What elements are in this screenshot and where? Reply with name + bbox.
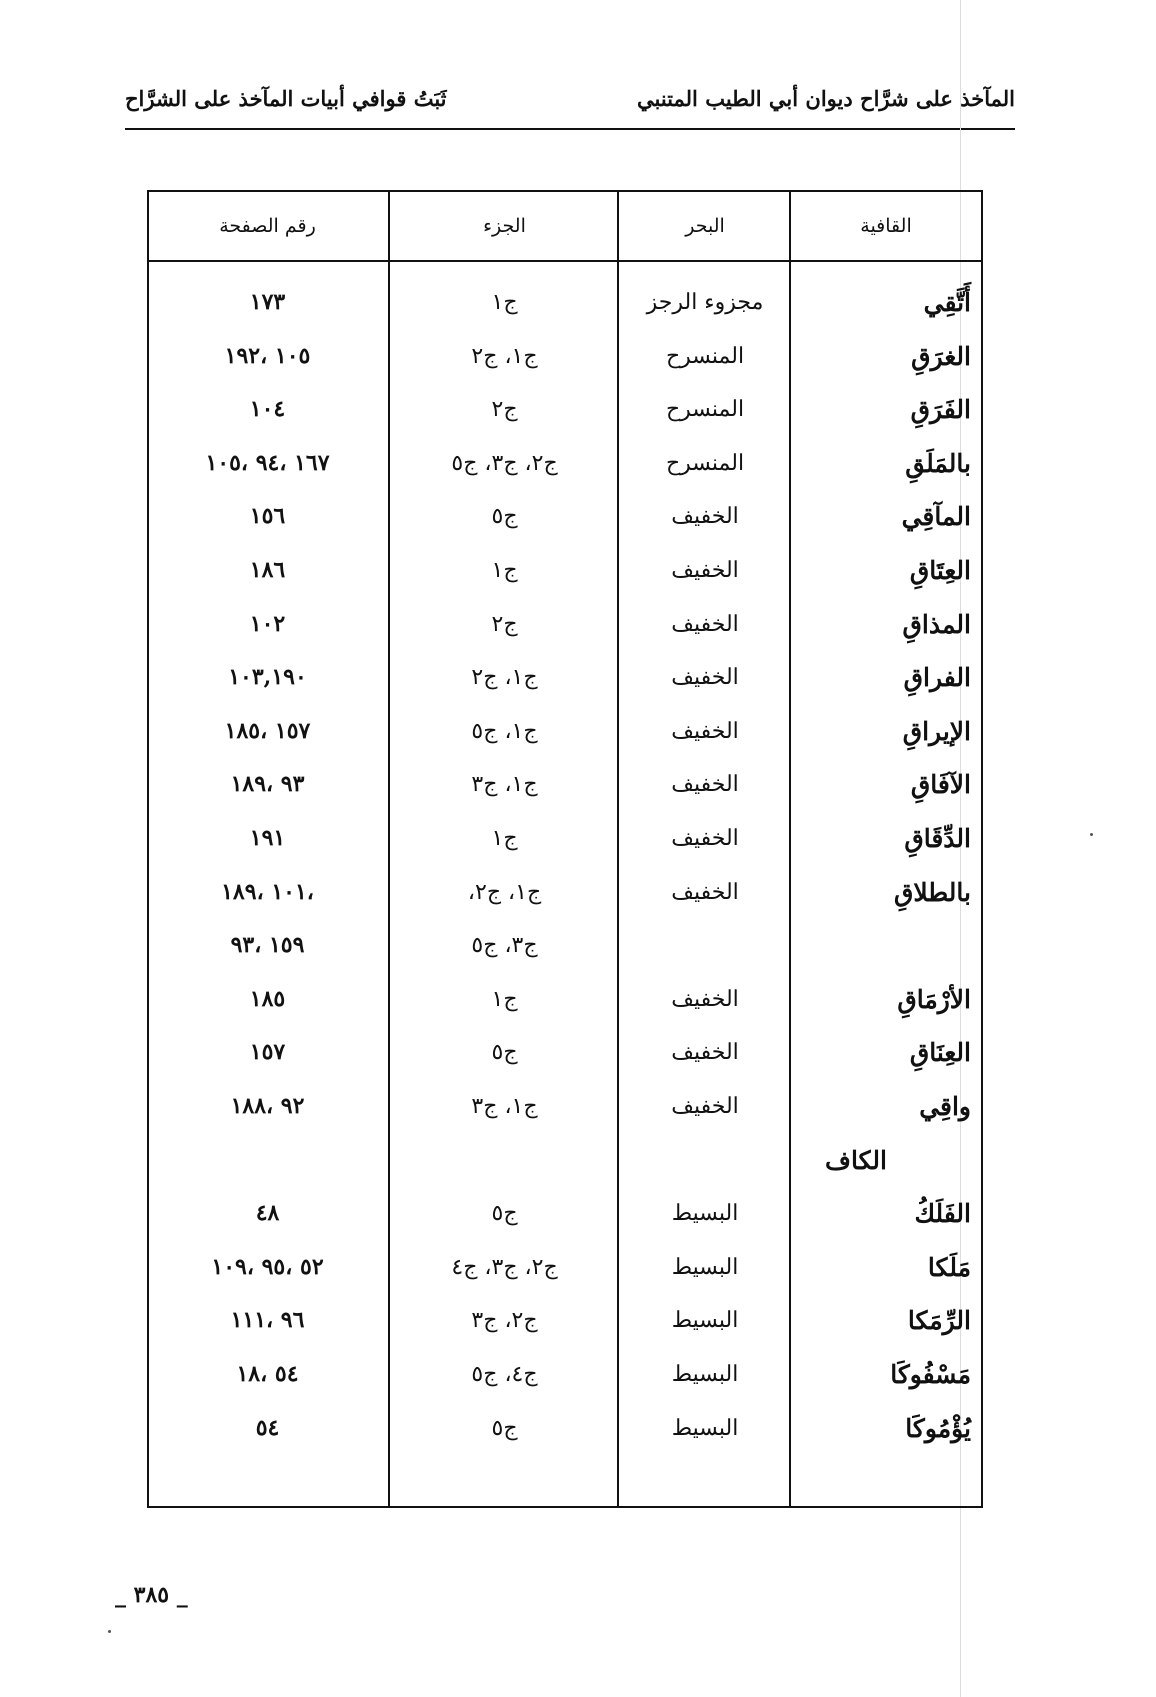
cell-page: ١٨٦ [249, 557, 286, 583]
cell-bahr: البسيط [671, 1361, 739, 1387]
cell-page: ١٦٧ ،٩٤ ،١٠٥ [205, 450, 330, 476]
cell-juz: ج٢، ج٣، ج٥ [451, 450, 558, 476]
cell-bahr [619, 920, 791, 970]
cell-bahr: البسيط [671, 1415, 739, 1441]
cell-page: ١٠٢ [249, 611, 286, 637]
cell-page: ١٠٥ ،١٩٢ [224, 343, 311, 369]
header-divider [125, 128, 1015, 130]
cell-page: ٥٤ [255, 1415, 280, 1441]
cell-juz: ج١ [491, 289, 518, 315]
table-row [149, 599, 981, 649]
cell-bahr: الخفيف [671, 825, 739, 851]
cell-juz: ج٥ [491, 1415, 518, 1441]
cell-page: ٩٣ ،١٨٩ [230, 771, 305, 797]
table-row [149, 1403, 981, 1453]
rhymes-table [147, 190, 983, 1508]
cell-qafia: المذاقِ [902, 609, 971, 639]
cell-bahr: البسيط [671, 1254, 739, 1280]
scan-speck [1090, 833, 1093, 836]
cell-qafia: الفراقِ [903, 662, 971, 692]
cell-juz: ج٢، ج٣، ج٤ [451, 1254, 558, 1280]
column-header-page: رقم الصفحة [219, 215, 316, 237]
cell-page: ٩٦ ،١١١ [230, 1307, 305, 1333]
cell-page: ٩٢ ،١٨٨ [230, 1093, 305, 1119]
cell-juz: ج٣، ج٥ [471, 932, 538, 958]
cell-bahr: الخفيف [671, 718, 739, 744]
section-heading-row [149, 1135, 981, 1185]
cell-juz: ج١، ج٢ [471, 664, 538, 690]
cell-bahr: الخفيف [671, 879, 739, 905]
table-row [149, 1188, 981, 1238]
cell-page: ٥٤ ،١٨ [236, 1361, 299, 1387]
cell-juz: ج١، ج٣ [471, 771, 538, 797]
table-row [149, 545, 981, 595]
cell-page: ١٥٩ ،٩٣ [230, 932, 305, 958]
header-section-title: ثَبَتُ قوافي أبيات المآخذ على الشرَّاح [125, 86, 447, 111]
table-row [149, 1242, 981, 1292]
cell-page: ٥٢ ،٩٥ ،١٠٩ [211, 1254, 324, 1280]
cell-bahr: البسيط [671, 1200, 739, 1226]
running-header [125, 80, 1015, 130]
header-book-title: المآخذ على شرَّاح ديوان أبي الطيب المتنبي [637, 86, 1015, 111]
table-row [149, 1081, 981, 1131]
cell-bahr: الخفيف [671, 611, 739, 637]
cell-juz: ج٤، ج٥ [471, 1361, 538, 1387]
cell-page: ١٩١ [249, 825, 286, 851]
cell-page: ١٥٧ ،١٨٥ [224, 718, 311, 744]
cell-qafia: الأرْمَاقِ [897, 984, 971, 1014]
cell-bahr: المنسرح [665, 450, 745, 476]
cell-bahr: الخفيف [671, 557, 739, 583]
cell-qafia: الرِّمَكا [907, 1305, 971, 1335]
page-number: _ ٣٨٥ _ [115, 1582, 188, 1608]
cell-qafia: بالطلاقِ [893, 877, 971, 907]
table-row [149, 491, 981, 541]
table-row [149, 1349, 981, 1399]
cell-page [145, 1135, 390, 1185]
column-header-juz: الجزء [483, 215, 526, 237]
table-row [149, 867, 981, 917]
table-row [149, 652, 981, 702]
cell-page: ١٧٣ [249, 289, 286, 315]
cell-qafia: بالمَلَقِ [905, 448, 971, 478]
cell-juz: ج٢ [491, 396, 518, 422]
cell-bahr [619, 1135, 791, 1185]
cell-qafia [791, 920, 981, 970]
table-row [149, 1295, 981, 1345]
cell-bahr: المنسرح [665, 343, 745, 369]
cell-qafia: مَسْفُوكَا [890, 1359, 971, 1389]
cell-bahr: المنسرح [665, 396, 745, 422]
table-row [149, 974, 981, 1024]
cell-juz: ج٥ [491, 503, 518, 529]
cell-juz: ج١، ج٢ [471, 343, 538, 369]
table-row [149, 1027, 981, 1077]
cell-qafia: الآفَاقِ [910, 769, 971, 799]
cell-juz: ج٥ [491, 1200, 518, 1226]
cell-qafia: مَلَكا [927, 1252, 971, 1282]
table-row [149, 706, 981, 756]
cell-page: ،١٠١ ،١٨٩ [221, 879, 314, 905]
cell-page: ٤٨ [255, 1200, 280, 1226]
cell-qafia: الدِّقَاقِ [904, 823, 971, 853]
cell-bahr: الخفيف [671, 1039, 739, 1065]
scan-speck [108, 1630, 111, 1633]
cell-bahr: مجزوء الرجز [646, 289, 764, 315]
cell-bahr: الخفيف [671, 986, 739, 1012]
cell-page: ١٥٦ [249, 503, 286, 529]
cell-page: ١٠٣,١٩٠ [228, 664, 307, 690]
table-row [149, 384, 981, 434]
cell-juz: ج١، ج٣ [471, 1093, 538, 1119]
cell-bahr: الخفيف [671, 664, 739, 690]
table-row [149, 759, 981, 809]
column-header-bahr: البحر [685, 215, 725, 237]
table-header-row [149, 201, 981, 251]
cell-juz: ج١ [491, 825, 518, 851]
cell-juz: ج٢، ج٣ [471, 1307, 538, 1333]
cell-bahr: البسيط [671, 1307, 739, 1333]
cell-juz: ج١، ج٥ [471, 718, 538, 744]
cell-qafia: الإيراقِ [902, 716, 971, 746]
table-row [149, 438, 981, 488]
cell-bahr: الخفيف [671, 771, 739, 797]
cell-qafia: الفَرَقِ [910, 394, 971, 424]
cell-juz: ج٢ [491, 611, 518, 637]
cell-qafia: الغرَقِ [911, 341, 971, 371]
table-row [149, 813, 981, 863]
cell-juz: ج١ [491, 986, 518, 1012]
cell-qafia: العِنَاقِ [909, 1037, 971, 1067]
cell-qafia: واقِي [919, 1091, 971, 1121]
cell-qafia: أَتَّقِي [923, 287, 971, 317]
table-row [149, 331, 981, 381]
cell-page: ١٥٧ [249, 1039, 286, 1065]
cell-qafia: المآقِي [901, 501, 971, 531]
cell-bahr: الخفيف [671, 1093, 739, 1119]
cell-juz: ج١، ج٢، [467, 879, 542, 905]
cell-qafia: العِتَاقِ [909, 555, 971, 585]
column-header-qafia: القافية [860, 215, 912, 237]
table-row [149, 277, 981, 327]
cell-qafia: الكاف [825, 1145, 887, 1175]
cell-page: ١٠٤ [249, 396, 286, 422]
cell-qafia: يُؤْمُوكَا [905, 1413, 971, 1443]
table-row [149, 920, 981, 970]
cell-juz [390, 1135, 619, 1185]
cell-page: ١٨٥ [249, 986, 286, 1012]
cell-juz: ج١ [491, 557, 518, 583]
cell-bahr: الخفيف [671, 503, 739, 529]
cell-qafia: الفَلَكُ [914, 1198, 971, 1228]
cell-juz: ج٥ [491, 1039, 518, 1065]
header-row-divider [149, 260, 981, 262]
